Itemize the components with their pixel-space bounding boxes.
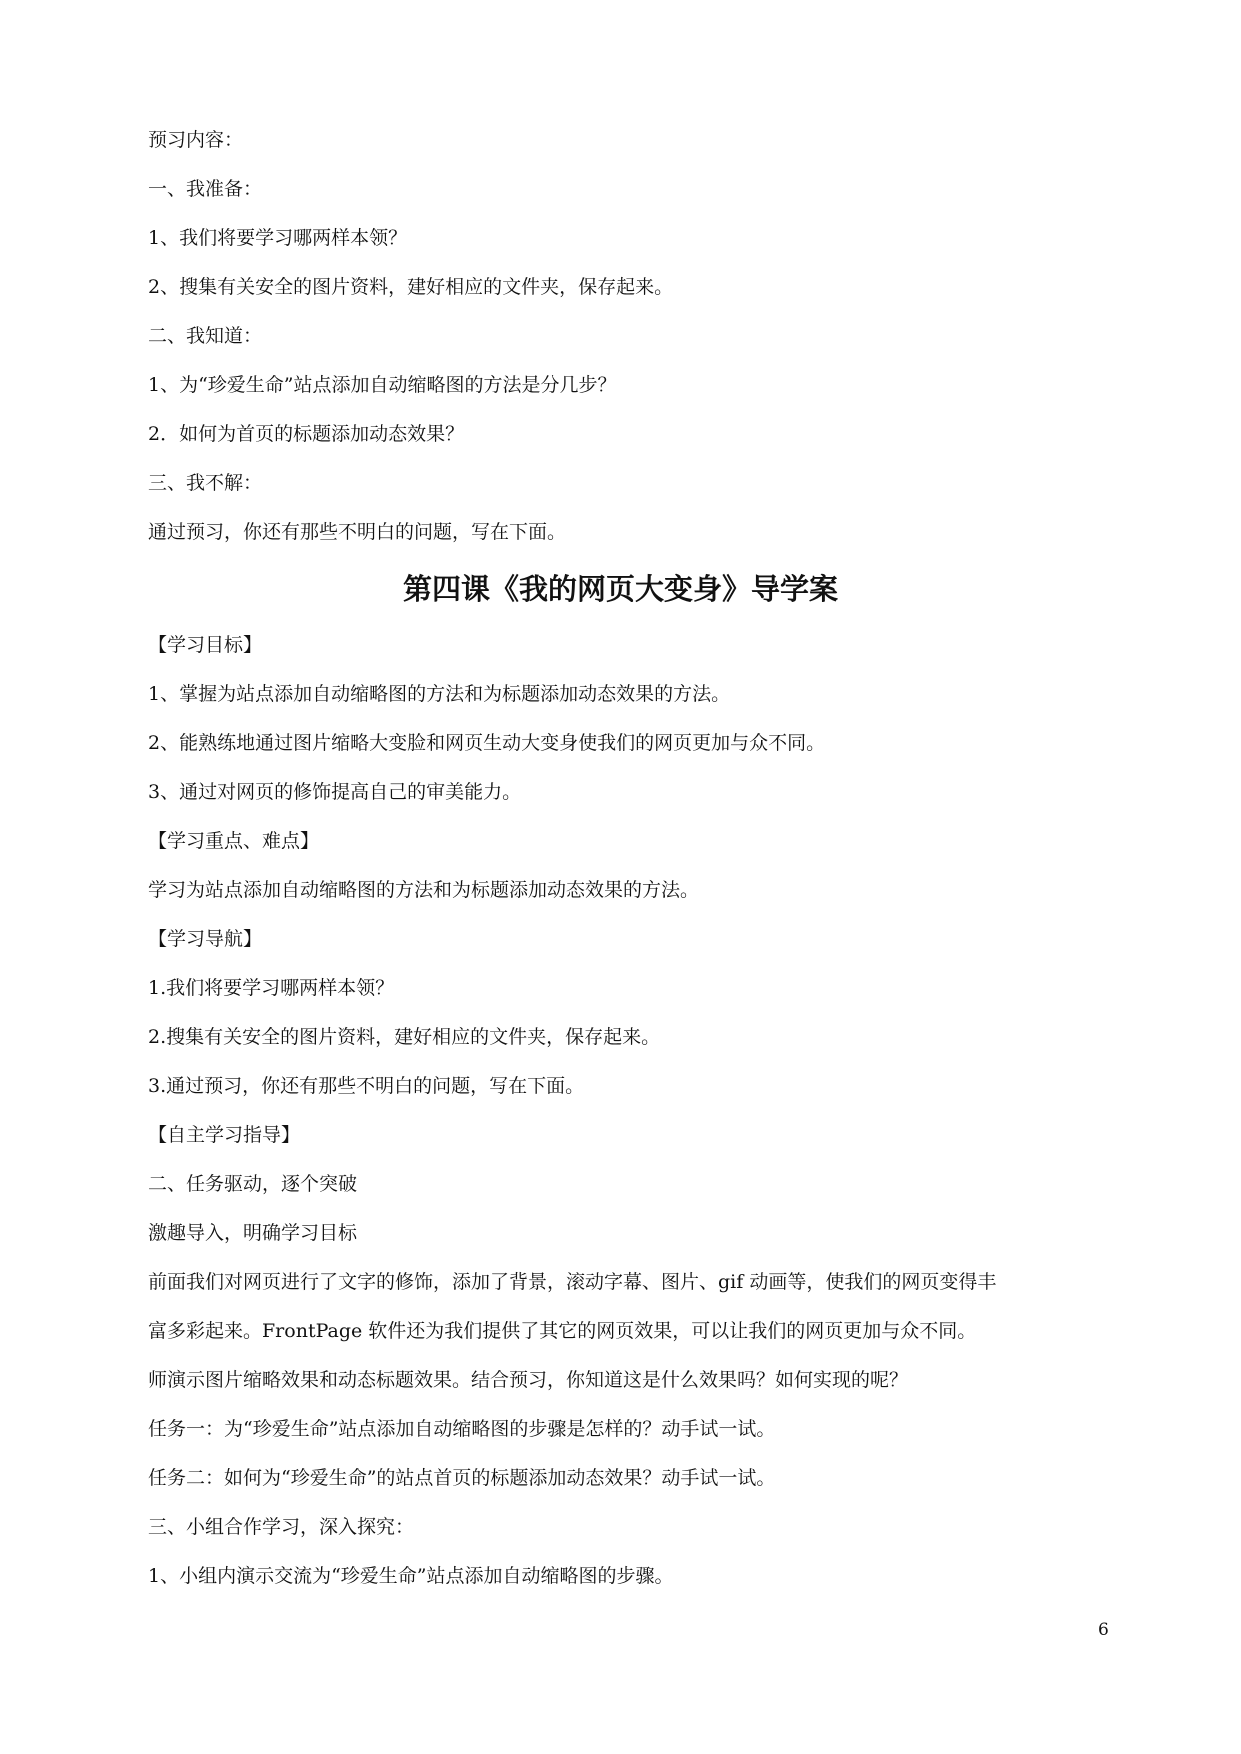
goals-heading: 【学习目标】 [148,634,263,656]
task-two-text: 任务二：如何为“珍爱生命”的站点首页的标题添加动态效果？动手试一试。 [148,1467,776,1489]
demo-text: 师演示图片缩略效果和动态标题效果。结合预习，你知道这是什么效果吗？如何实现的呢？ [148,1369,909,1391]
group-study-heading: 三、小组合作学习，深入探究： [148,1516,415,1538]
self-study-heading: 【自主学习指导】 [148,1124,301,1146]
know-item-1: 1、为“珍爱生命”站点添加自动缩略图的方法是分几步？ [148,374,617,396]
page-number: 6 [1098,1620,1109,1640]
key-points-text: 学习为站点添加自动缩略图的方法和为标题添加动态效果的方法。 [148,879,700,901]
navigation-heading: 【学习导航】 [148,928,263,950]
prepare-item-1: 1、我们将要学习哪两样本领？ [148,227,408,249]
prepare-item-2: 2、搜集有关安全的图片资料，建好相应的文件夹，保存起来。 [148,276,674,298]
goal-item-3: 3、通过对网页的修饰提高自己的审美能力。 [148,781,522,803]
lesson-title: 第四课《我的网页大变身》导学案 [402,572,838,606]
section-know-title: 二、我知道： [148,325,263,347]
goal-item-2: 2、能熟练地通过图片缩略大变脸和网页生动大变身使我们的网页更加与众不同。 [148,732,826,754]
task-one-text: 任务一：为“珍爱生命”站点添加自动缩略图的步骤是怎样的？动手试一试。 [148,1418,776,1440]
group-item-1: 1、小组内演示交流为“珍爱生命”站点添加自动缩略图的步骤。 [148,1565,674,1587]
section-confused-title: 三、我不解： [148,472,263,494]
navigation-item-3: 3.通过预习，你还有那些不明白的问题，写在下面。 [148,1075,585,1097]
section-prepare-title: 一、我准备： [148,178,263,200]
preview-heading: 预习内容： [148,129,244,151]
paragraph-line-1: 前面我们对网页进行了文字的修饰，添加了背景，滚动字幕、图片、gif 动画等，使我们的网页变得丰 [148,1271,997,1293]
goal-item-1: 1、掌握为站点添加自动缩略图的方法和为标题添加动态效果的方法。 [148,683,731,705]
navigation-item-2: 2.搜集有关安全的图片资料，建好相应的文件夹，保存起来。 [148,1026,661,1048]
key-points-heading: 【学习重点、难点】 [148,830,320,852]
task-drive-heading: 二、任务驱动，逐个突破 [148,1173,358,1195]
confused-text: 通过预习，你还有那些不明白的问题，写在下面。 [148,521,567,543]
intro-text: 激趣导入，明确学习目标 [148,1222,358,1244]
paragraph-line-2: 富多彩起来。FrontPage 软件还为我们提供了其它的网页效果，可以让我们的网页更加与众不同。 [148,1320,977,1342]
know-item-2: 2．如何为首页的标题添加动态效果？ [148,423,465,445]
navigation-item-1: 1.我们将要学习哪两样本领？ [148,977,395,999]
